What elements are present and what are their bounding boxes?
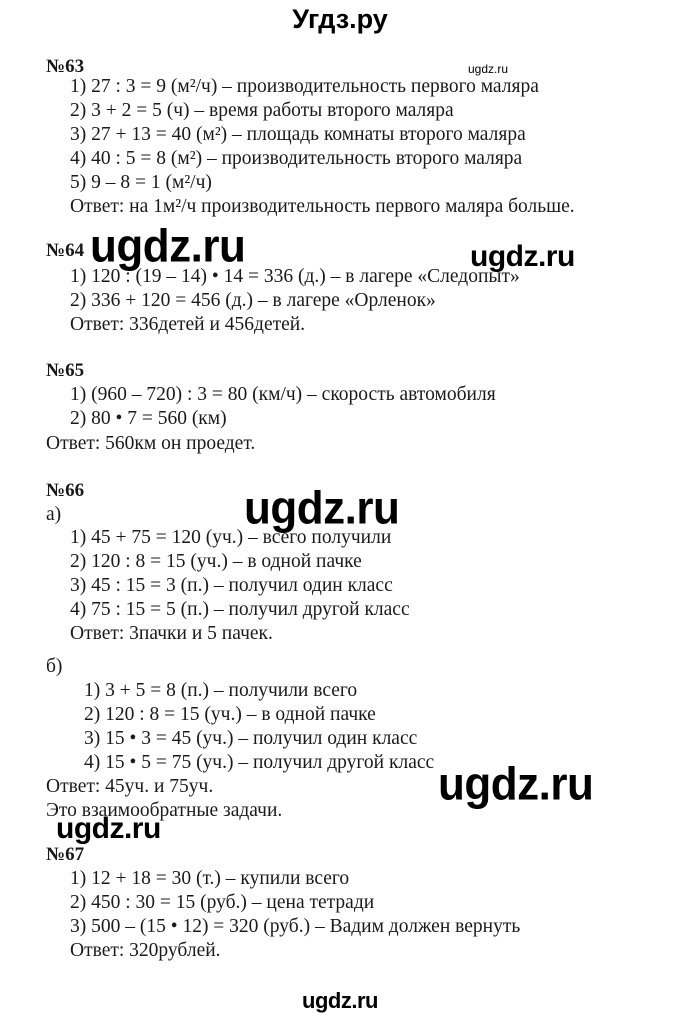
task-66-a-answer: Ответ: 3пачки и 5 пачек. [70,623,273,644]
page-title: Угдз.ру [292,4,388,34]
watermark: ugdz.ru [90,220,246,273]
task-66-a-line: 1) 45 + 75 = 120 (уч.) – всего получили [70,527,392,548]
task-67-heading: №67 [46,844,85,865]
task-67-line: 1) 12 + 18 = 30 (т.) – купили всего [70,868,350,889]
watermark: ugdz.ru [438,758,594,811]
task-65-line: 2) 80 • 7 = 560 (км) [70,408,227,429]
task-66-heading: №66 [46,480,85,501]
task-65-answer: Ответ: 560км он проедет. [46,433,256,454]
task-63-line: 5) 9 – 8 = 1 (м²/ч) [70,172,212,193]
task-64-answer: Ответ: 336детей и 456детей. [70,314,306,335]
task-66-b-line: 2) 120 : 8 = 15 (уч.) – в одной пачке [84,704,376,725]
task-64-line: 1) 120 : (19 – 14) • 14 = 336 (д.) – в лагере «Следопыт» [70,266,520,287]
task-66-a-line: 2) 120 : 8 = 15 (уч.) – в одной пачке [70,551,362,572]
task-66-a-line: 4) 75 : 15 = 5 (п.) – получил другой класс [70,599,410,620]
task-64-line: 2) 336 + 120 = 456 (д.) – в лагере «Орленок» [70,290,436,311]
footer-watermark: ugdz.ru [302,988,378,1013]
task-67-answer: Ответ: 320рублей. [70,940,221,961]
task-67-line: 3) 500 – (15 • 12) = 320 (руб.) – Вадим должен вернуть [70,916,521,937]
watermark: ugdz.ru [468,62,509,76]
task-66-answer: Ответ: 45уч. и 75уч. [46,776,214,797]
watermark: ugdz.ru [56,812,161,845]
task-65-line: 1) (960 – 720) : 3 = 80 (км/ч) – скорость автомобиля [70,384,496,405]
task-66-b-line: 1) 3 + 5 = 8 (п.) – получили всего [84,680,358,701]
task-65-heading: №65 [46,360,85,381]
task-66-note: Это взаимообратные задачи. [46,800,283,821]
watermark: ugdz.ru [244,482,400,535]
task-63-answer: Ответ: на 1м²/ч производительность первого маляра больше. [70,196,575,217]
task-63-line: 1) 27 : 3 = 9 (м²/ч) – производительность первого маляра [70,76,539,97]
task-63-line: 2) 3 + 2 = 5 (ч) – время работы второго маляра [70,100,454,121]
task-66-part-b-label: б) [46,656,63,677]
task-66-part-a-label: а) [46,504,62,525]
task-63-line: 4) 40 : 5 = 8 (м²) – производительность второго маляра [70,148,523,169]
task-63-heading: №63 [46,56,85,77]
task-66-b-line: 4) 15 • 5 = 75 (уч.) – получил другой класс [84,752,435,773]
task-64-heading: №64 [46,240,85,261]
task-67-line: 2) 450 : 30 = 15 (руб.) – цена тетради [70,892,375,913]
task-66-b-line: 3) 15 • 3 = 45 (уч.) – получил один класс [84,728,418,749]
task-63-line: 3) 27 + 13 = 40 (м²) – площадь комнаты второго маляра [70,124,526,145]
task-66-a-line: 3) 45 : 15 = 3 (п.) – получил один класс [70,575,393,596]
watermark: ugdz.ru [470,240,575,273]
